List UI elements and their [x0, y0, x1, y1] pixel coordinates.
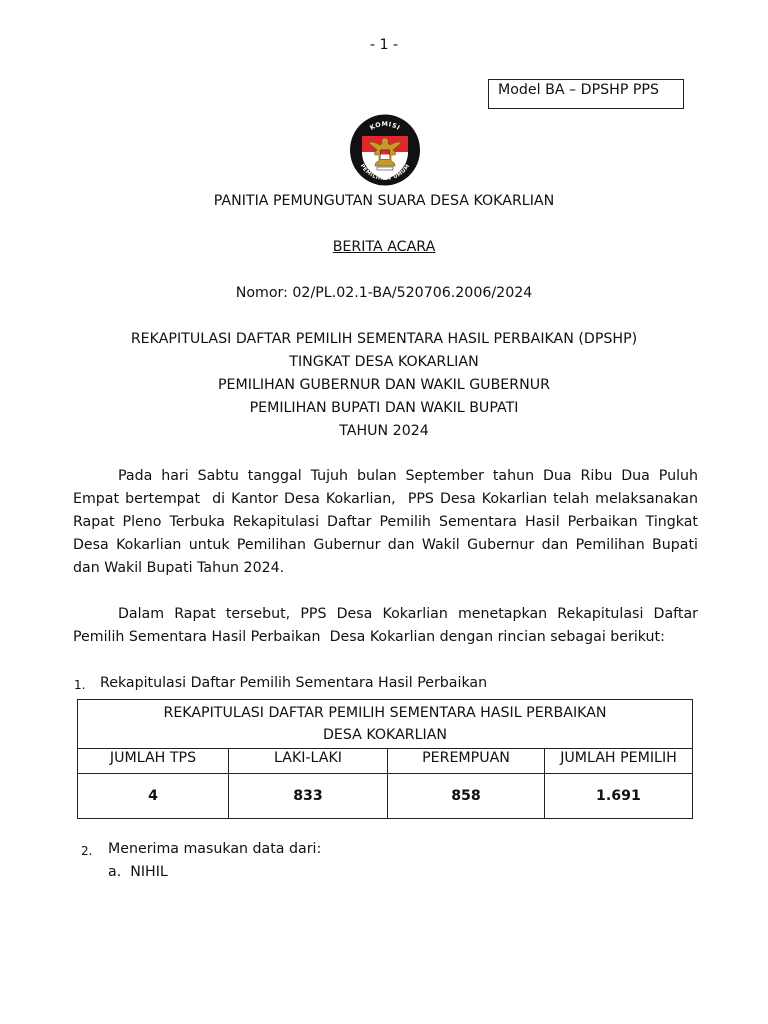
recap-table: [77, 699, 693, 819]
table-title-line: DESA KOKARLIAN: [322, 727, 448, 743]
kpu-garuda-emblem-icon: [349, 114, 421, 186]
opening-paragraph: [73, 465, 698, 580]
list-number: 1.: [74, 678, 86, 692]
table-value-cell: 1.691: [545, 774, 693, 819]
meeting-paragraph: [73, 603, 698, 649]
meeting-paragraph-text: Dalam Rapat tersebut, PPS Desa Kokarlian menetapkan Rekapitulasi Daftar Pemilih Sementara Hasil Perbaikan Desa Kokarlian dengan rincian sebagai berikut:: [73, 606, 698, 645]
table-header-cell: JUMLAH PEMILIH: [545, 749, 693, 774]
table-value-cell: 858: [388, 774, 545, 819]
table-header-row: [78, 749, 693, 774]
committee-title: PANITIA PEMUNGUTAN SUARA DESA KOKARLIAN: [213, 193, 555, 209]
title-line: PEMILIHAN GUBERNUR DAN WAKIL GUBERNUR: [218, 377, 550, 393]
title-line: TAHUN 2024: [339, 423, 429, 439]
title-line: TINGKAT DESA KOKARLIAN: [289, 354, 479, 370]
document-number: Nomor: 02/PL.02.1-BA/520706.2006/2024: [235, 285, 533, 301]
table-header-cell: LAKI-LAKI: [229, 749, 388, 774]
table-value-cell: 833: [229, 774, 388, 819]
doc-type-heading: [0, 239, 768, 255]
table-header-cell: PEREMPUAN: [388, 749, 545, 774]
page-number: - 1 -: [369, 37, 399, 53]
doc-type-text: BERITA ACARA: [332, 239, 436, 255]
model-label-box: Model BA – DPSHP PPS: [488, 79, 684, 109]
list-number: 2.: [81, 844, 93, 858]
title-line: REKAPITULASI DAFTAR PEMILIH SEMENTARA HASIL PERBAIKAN (DPSHP): [130, 331, 638, 347]
sublist-item: [108, 864, 168, 880]
table-title-cell: [78, 700, 693, 749]
logo-text-bottom: PEMILIHAN UMUM: [358, 163, 412, 183]
title-line: PEMILIHAN BUPATI DAN WAKIL BUPATI: [249, 400, 519, 416]
table-row: [78, 774, 693, 819]
sublist-label: a.: [108, 864, 122, 880]
table-value-cell: 4: [78, 774, 229, 819]
logo-text-top: KOMISI: [368, 120, 402, 132]
table-title-line: REKAPITULASI DAFTAR PEMILIH SEMENTARA HASIL PERBAIKAN: [163, 705, 607, 721]
opening-paragraph-text: Pada hari Sabtu tanggal Tujuh bulan September tahun Dua Ribu Dua Puluh Empat bertempat di Kantor Desa Kokarlian, PPS Desa Kokarlian telah melaksanakan Rapat Pleno Terbuka Rekapitulasi Daftar Pemilih Sementara Hasil Perbaikan Tingkat Desa Kokarlian untuk Pemilihan Gubernur dan Wakil Gubernur dan Pemilihan Bupati dan Wakil Bupati Tahun 2024.: [73, 468, 698, 576]
sublist-text: NIHIL: [130, 864, 168, 880]
list-item-text: Menerima masukan data dari:: [108, 841, 322, 857]
list-item-text: Rekapitulasi Daftar Pemilih Sementara Hasil Perbaikan: [100, 675, 488, 691]
table-header-cell: JUMLAH TPS: [78, 749, 229, 774]
